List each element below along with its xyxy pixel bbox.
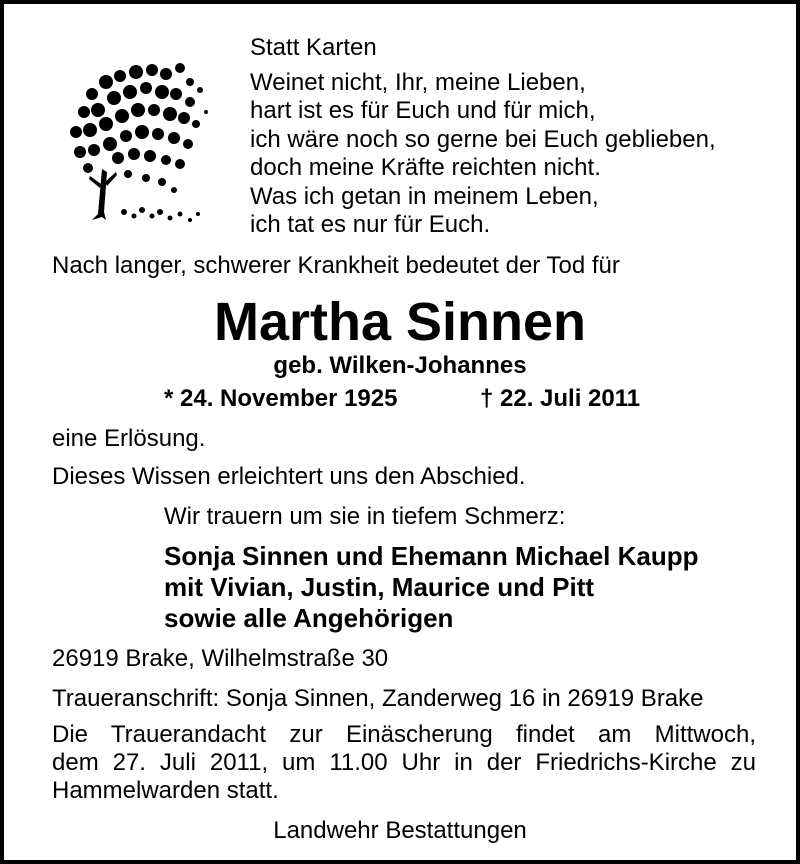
service-announcement: [52, 721, 756, 805]
poem-line: Was ich getan in meinem Leben,: [250, 182, 599, 210]
comfort-text: Dieses Wissen erleichtert uns den Abschied.: [52, 463, 526, 490]
mourning-address: Traueranschrift: Sonja Sinnen, Zanderweg 16 in 26919 Brake: [52, 685, 704, 712]
family-line: mit Vivian, Justin, Maurice und Pitt: [164, 572, 595, 602]
poem-line: ich wäre noch so gerne bei Euch geblieben,: [250, 125, 716, 153]
service-line: Hammelwarden statt.: [52, 777, 279, 804]
family-list: [164, 541, 699, 634]
service-line: Die Trauerandacht zur Einäscherung findet am Mittwoch,: [52, 721, 756, 748]
poem-line: hart ist es für Euch und für mich,: [250, 97, 596, 125]
tree-icon: [62, 54, 212, 229]
deceased-name: Martha Sinnen: [213, 292, 587, 352]
birth-date: * 24. November 1925: [164, 385, 398, 412]
death-date: † 22. Juli 2011: [480, 385, 641, 412]
family-line: sowie alle Angehörigen: [164, 603, 454, 633]
service-line: dem 27. Juli 2011, um 11.00 Uhr in der Friedrichs-Kirche zu: [52, 749, 756, 776]
poem-line: ich tat es nur für Euch.: [250, 211, 491, 239]
funeral-home: Landwehr Bestattungen: [273, 817, 527, 844]
poem-line: doch meine Kräfte reichten nicht.: [250, 154, 601, 182]
mourning-text: Wir trauern um sie in tiefem Schmerz:: [164, 503, 566, 530]
family-line: Sonja Sinnen und Ehemann Michael Kaupp: [164, 541, 699, 571]
poem: [250, 69, 716, 239]
address: 26919 Brake, Wilhelmstraße 30: [52, 645, 389, 672]
maiden-name: geb. Wilken-Johannes: [273, 352, 527, 379]
poem-line: Weinet nicht, Ihr, meine Lieben,: [250, 69, 586, 96]
intro-text: Nach langer, schwerer Krankheit bedeutet der Tod für: [52, 252, 620, 279]
header-statt-karten: Statt Karten: [250, 34, 377, 61]
release-text: eine Erlösung.: [52, 425, 206, 452]
